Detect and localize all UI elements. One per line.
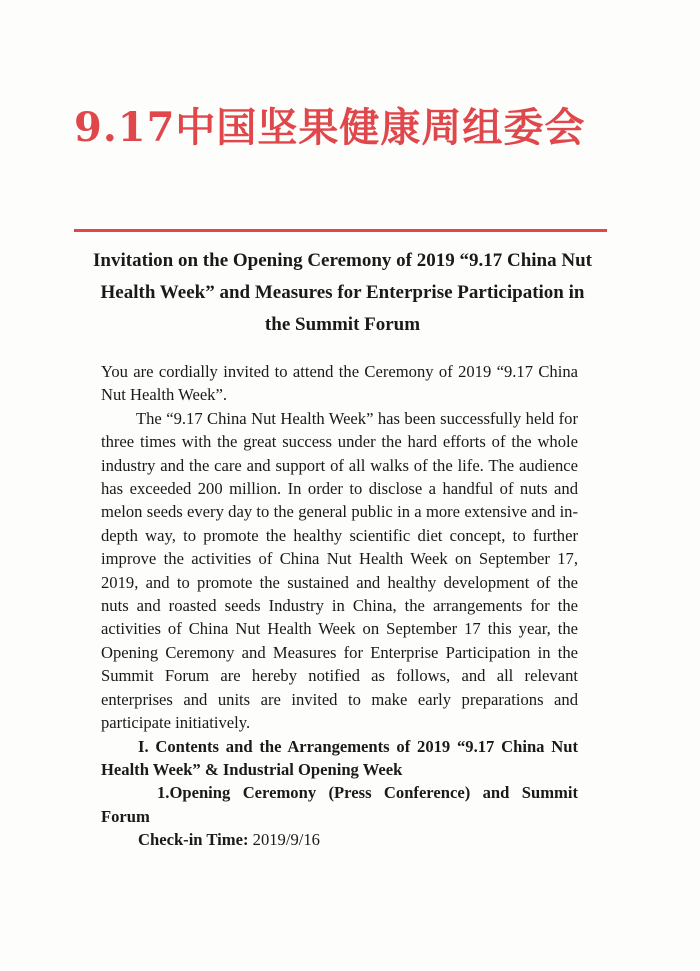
subsection-heading: 1.Opening Ceremony (Press Conference) and Summit Forum xyxy=(101,783,578,826)
checkin-value: 2019/9/16 xyxy=(252,830,320,850)
checkin-label: Check-in Time: xyxy=(138,830,249,850)
letterhead-divider xyxy=(74,229,607,232)
document-title: Invitation on the Opening Ceremony of 2019 “9.17 China Nut Health Week” and Measures for Enterprise Participation in the Summit Forum xyxy=(93,250,592,335)
document-body xyxy=(101,360,578,852)
letterhead-org-name: 9.17中国坚果健康周组委会 xyxy=(74,104,586,151)
checkin-line xyxy=(101,828,578,851)
section-heading: I. Contents and the Arrangements of 2019 “9.17 China Nut Health Week” & Industrial Opening Week xyxy=(101,736,578,779)
intro-paragraph: You are cordially invited to attend the Ceremony of 2019 “9.17 China Nut Health Week”. xyxy=(101,362,578,405)
main-paragraph: The “9.17 China Nut Health Week” has been successfully held for three times with the great success under the hard efforts of the whole industry and the care and support of all walks of the life. The audience has exceeded 200 million. In order to disclose a handful of nuts and melon seeds every day to the general public in a more extensive and in-depth way, to promote the healthy scientific diet concept, to further improve the activities of China Nut Health Week on September 17, 2019, and to promote the sustained and healthy development of the nuts and roasted seeds Industry in China, the arrangements for the activities of China Nut Health Week on September 17 this year, the Opening Ceremony and Measures for Enterprise Participation in the Summit Forum are hereby notified as follows, and all relevant enterprises and units are invited to make early preparations and participate initiatively. xyxy=(101,408,578,733)
